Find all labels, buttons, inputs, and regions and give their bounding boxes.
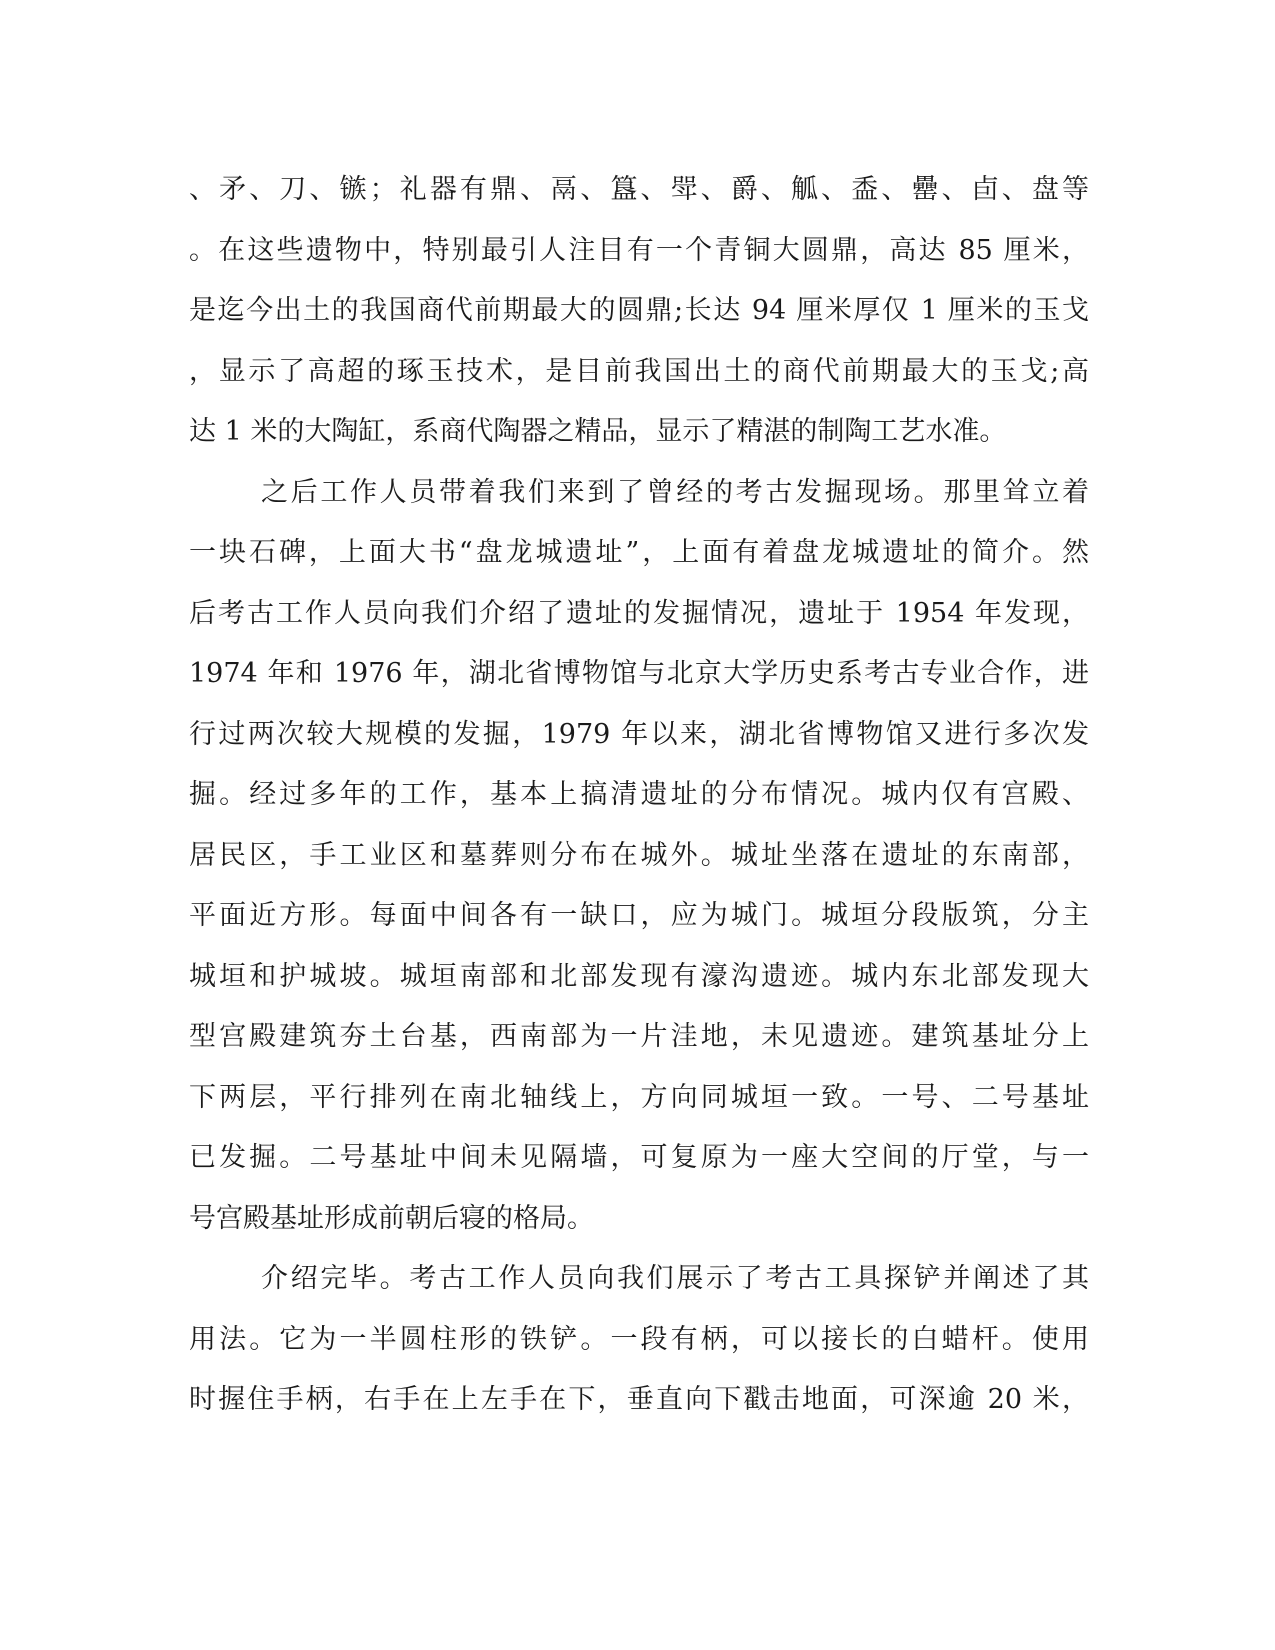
text-line: 、矛、刀、镞；礼器有鼎、鬲、簋、斝、爵、觚、盉、罍、卣、盘等 (189, 174, 1089, 205)
text-line: 已发掘。二号基址中间未见隔墙，可复原为一座大空间的厅堂，与一 (189, 1142, 1089, 1173)
text-line: 下两层，平行排列在南北轴线上，方向同城垣一致。一号、二号基址 (189, 1081, 1089, 1113)
text-line: 一块石碑，上面大书“盘龙城遗址”，上面有着盘龙城遗址的简介。然 (189, 537, 1089, 568)
text-line: 是迄今出土的我国商代前期最大的圆鼎;长达 94 厘米厚仅 1 厘米的玉戈 (189, 295, 1089, 326)
text-line: 平面近方形。每面中间各有一缺口，应为城门。城垣分段版筑，分主 (189, 900, 1089, 931)
text-line: ，显示了高超的琢玉技术，是目前我国出土的商代前期最大的玉戈;高 (189, 355, 1089, 387)
text-line: 1974 年和 1976 年，湖北省博物馆与北京大学历史系考古专业合作，进 (189, 658, 1089, 689)
text-line: 后考古工作人员向我们介绍了遗址的发掘情况，遗址于 1954 年发现， (189, 597, 1089, 629)
text-line: 用法。它为一半圆柱形的铁铲。一段有柄，可以接长的白蜡杆。使用 (189, 1323, 1089, 1355)
text-line: 行过两次较大规模的发掘，1979 年以来，湖北省博物馆又进行多次发 (189, 718, 1089, 750)
text-line: 掘。经过多年的工作，基本上搞清遗址的分布情况。城内仅有宫殿、 (189, 779, 1089, 810)
text-line: 介绍完毕。考古工作人员向我们展示了考古工具探铲并阐述了其 (261, 1263, 1089, 1294)
text-line: 号宫殿基址形成前朝后寝的格局。 (189, 1202, 594, 1234)
text-line: 型宫殿建筑夯土台基，西南部为一片洼地，未见遗迹。建筑基址分上 (189, 1021, 1089, 1052)
body-text (189, 160, 1089, 1431)
text-line: 居民区，手工业区和墓葬则分布在城外。城址坐落在遗址的东南部， (189, 839, 1089, 871)
text-line: 达 1 米的大陶缸，系商代陶器之精品，显示了精湛的制陶工艺水准。 (189, 416, 1007, 447)
text-line: 。在这些遗物中，特别最引人注目有一个青铜大圆鼎，高达 85 厘米， (189, 234, 1089, 266)
text-line: 时握住手柄，右手在上左手在下，垂直向下戳击地面，可深逾 20 米， (189, 1384, 1089, 1415)
text-line: 城垣和护城坡。城垣南部和北部发现有濠沟遗迹。城内东北部发现大 (189, 960, 1089, 992)
text-line: 之后工作人员带着我们来到了曾经的考古发掘现场。那里耸立着 (261, 476, 1089, 508)
